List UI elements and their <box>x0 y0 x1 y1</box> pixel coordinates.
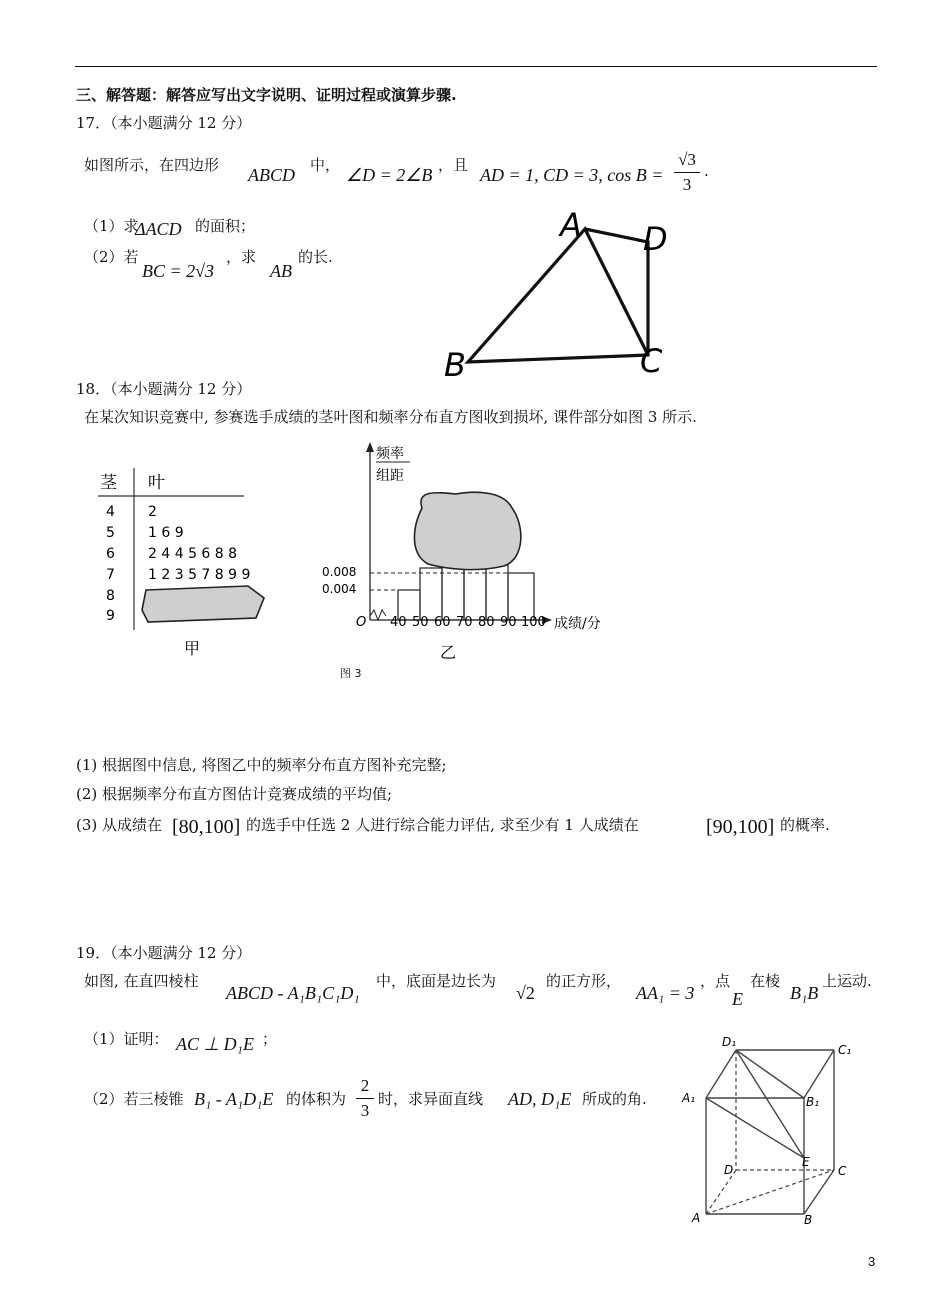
q17-label-a: A <box>560 206 582 244</box>
fraction-bar <box>674 172 700 173</box>
stem-6: 6 <box>106 546 115 562</box>
segment-a1e <box>706 1098 804 1158</box>
label-c: C <box>838 1164 847 1178</box>
leaves-5: 1 6 9 <box>148 525 184 541</box>
label-c1: C₁ <box>838 1043 852 1057</box>
hist-xtick-70: 70 <box>456 615 473 630</box>
label-a1: A₁ <box>682 1091 696 1105</box>
q19-part2-c: 时，求异面直线 <box>378 1090 484 1108</box>
q19-stem-d: ，点 <box>700 972 731 990</box>
q17-part2-c: 的长. <box>298 248 333 266</box>
label-a: A <box>692 1211 701 1225</box>
q18-part3-c: 的概率. <box>780 816 830 834</box>
segment-d1e <box>736 1050 804 1158</box>
edge-b1c1 <box>804 1050 834 1098</box>
edge-a1d1 <box>706 1050 736 1098</box>
q19-part2-d: 所成的角. <box>582 1090 647 1108</box>
q17-header: 17．（本小题满分 12 分） <box>76 114 252 132</box>
label-d: D <box>724 1163 734 1177</box>
q17-part2-a: （2）若 <box>84 248 139 266</box>
q17-quadrilateral-figure <box>440 200 700 382</box>
q19-part2-lines: AD, D₁E <box>508 1089 572 1109</box>
q19-point-e: E <box>732 989 743 1009</box>
stem-leaf-caption: 甲 <box>184 639 201 658</box>
q19-stem-b: 中，底面是边长为 <box>376 972 497 990</box>
q17-stem-a: 如图所示，在四边形 <box>84 156 220 174</box>
q19-part1-b: ； <box>262 1030 278 1048</box>
hist-xlabel: 成绩/分 <box>554 616 601 632</box>
stem-8: 8 <box>106 588 115 604</box>
label-b1: B₁ <box>806 1095 820 1109</box>
q19-side: √2 <box>516 983 535 1003</box>
histogram-damage-blot <box>414 492 520 569</box>
stem-4: 4 <box>106 504 115 520</box>
hist-ylabel-bottom: 组距 <box>376 468 404 484</box>
q17-part2-ab: AB <box>270 261 292 281</box>
q19-frac-num: 2 <box>360 1076 370 1095</box>
hist-bar-90-100 <box>508 573 534 620</box>
q17-angle: ∠D = 2∠B <box>346 165 433 185</box>
hist-xtick-100: 100 <box>521 615 546 630</box>
q17-quad: ABCD <box>248 165 295 185</box>
q18-header: 18．（本小题满分 12 分） <box>76 380 252 398</box>
q18-part1: (1) 根据图中信息, 将图乙中的频率分布直方图补充完整; <box>76 756 447 774</box>
hist-bar-70-80 <box>464 568 486 620</box>
q19-part2-b: 的体积为 <box>286 1090 347 1108</box>
q17-cosb-fraction <box>674 150 700 195</box>
leaves-4: 2 <box>148 504 157 520</box>
q17-label-c: C <box>640 342 663 380</box>
q18-interval-80-100: [80,100] <box>172 816 241 838</box>
q19-stem-f: 上运动. <box>822 972 872 990</box>
q17-part1-b: 的面积； <box>195 217 256 235</box>
q17-label-b: B <box>444 346 466 382</box>
q19-part2-a: （2）若三棱锥 <box>84 1090 184 1108</box>
q17-part2-b: ，求 <box>226 248 257 266</box>
q19-edge: B₁B <box>790 983 819 1003</box>
hist-origin: O <box>356 615 367 630</box>
label-e: E <box>802 1155 810 1169</box>
hist-caption: 乙 <box>440 643 457 662</box>
hist-axis-break <box>370 610 386 620</box>
section-heading: 三、解答题：解答应写出文字说明、证明过程或演算步骤. <box>76 86 457 104</box>
leaves-7: 1 2 3 5 7 8 9 9 <box>148 567 251 583</box>
q19-stem-a: 如图, 在直四棱柱 <box>84 972 199 990</box>
hist-xtick-60: 60 <box>434 615 451 630</box>
stem-9: 9 <box>106 608 115 624</box>
q18-part2: (2) 根据频率分布直方图估计竞赛成绩的平均值; <box>76 785 393 803</box>
q18-stem: 在某次知识竞赛中, 参赛选手成绩的茎叶图和频率分布直方图收到损坏, 课件部分如图 3 所示. <box>84 408 697 426</box>
hist-xtick-40: 40 <box>390 615 407 630</box>
stem-5: 5 <box>106 525 115 541</box>
stem-7: 7 <box>106 567 115 583</box>
q18-part3-b: 的选手中任选 2 人进行综合能力评估, 求至少有 1 人成绩在 <box>246 816 639 834</box>
q19-part2-pyr: B₁ - A₁D₁E <box>194 1089 274 1109</box>
quadrilateral-edges <box>468 229 648 362</box>
hist-ytick-0008: 0.008 <box>322 565 357 579</box>
frequency-histogram <box>318 440 618 670</box>
q17-frac-num: √3 <box>678 150 696 169</box>
q17-part2-bc: BC = 2√3 <box>142 261 215 281</box>
stem-leaf-col-leaf: 叶 <box>148 473 165 493</box>
fraction-bar <box>356 1098 374 1099</box>
q19-aa1: AA₁ = 3 <box>636 983 695 1003</box>
q19-part1-a: （1）证明： <box>84 1030 169 1048</box>
q18-interval-90-100: [90,100] <box>706 816 775 838</box>
q17-part1-a: （1）求 <box>84 217 139 235</box>
q19-prism-figure <box>676 1030 866 1230</box>
q17-period: . <box>704 162 709 180</box>
q19-prism: ABCD - A₁B₁C₁D₁ <box>226 983 360 1003</box>
stem-leaf-plot <box>98 462 298 662</box>
leaves-6: 2 4 4 5 6 8 8 <box>148 546 238 562</box>
q17-given: AD = 1, CD = 3, cos B = <box>480 165 664 185</box>
q19-header: 19．（本小题满分 12 分） <box>76 944 252 962</box>
label-d1: D₁ <box>722 1035 737 1049</box>
q17-label-d: D <box>643 220 668 258</box>
hist-xtick-50: 50 <box>412 615 429 630</box>
hist-y-arrow <box>366 442 374 452</box>
hist-xtick-90: 90 <box>500 615 517 630</box>
edge-bc <box>804 1170 834 1214</box>
hist-ytick-0004: 0.004 <box>322 582 357 596</box>
q18-part3-a: (3) 从成绩在 <box>76 816 163 834</box>
q17-frac-den: 3 <box>682 175 692 194</box>
hist-xtick-80: 80 <box>478 615 495 630</box>
q17-part1-tri: ΔACD <box>135 219 182 239</box>
stem-leaf-col-stem: 茎 <box>100 473 117 493</box>
q17-stem-b: 中， <box>310 156 341 174</box>
q19-frac-den: 3 <box>360 1101 370 1120</box>
stem-leaf-damage-blot <box>142 586 264 622</box>
q19-part1-expr: AC ⊥ D₁E <box>176 1034 254 1054</box>
figure-3-caption: 图 3 <box>340 667 362 680</box>
header-rule <box>75 66 877 67</box>
q19-volume-fraction <box>356 1076 374 1121</box>
page-number: 3 <box>868 1254 876 1269</box>
q19-stem-e: 在棱 <box>750 972 781 990</box>
label-b: B <box>804 1213 813 1227</box>
hist-bar-50-60 <box>420 568 442 620</box>
q19-stem-c: 的正方形， <box>546 972 622 990</box>
segment-d1b1 <box>736 1050 804 1098</box>
hist-ylabel-top: 频率 <box>376 446 404 462</box>
q17-stem-c: ，且 <box>438 156 469 174</box>
